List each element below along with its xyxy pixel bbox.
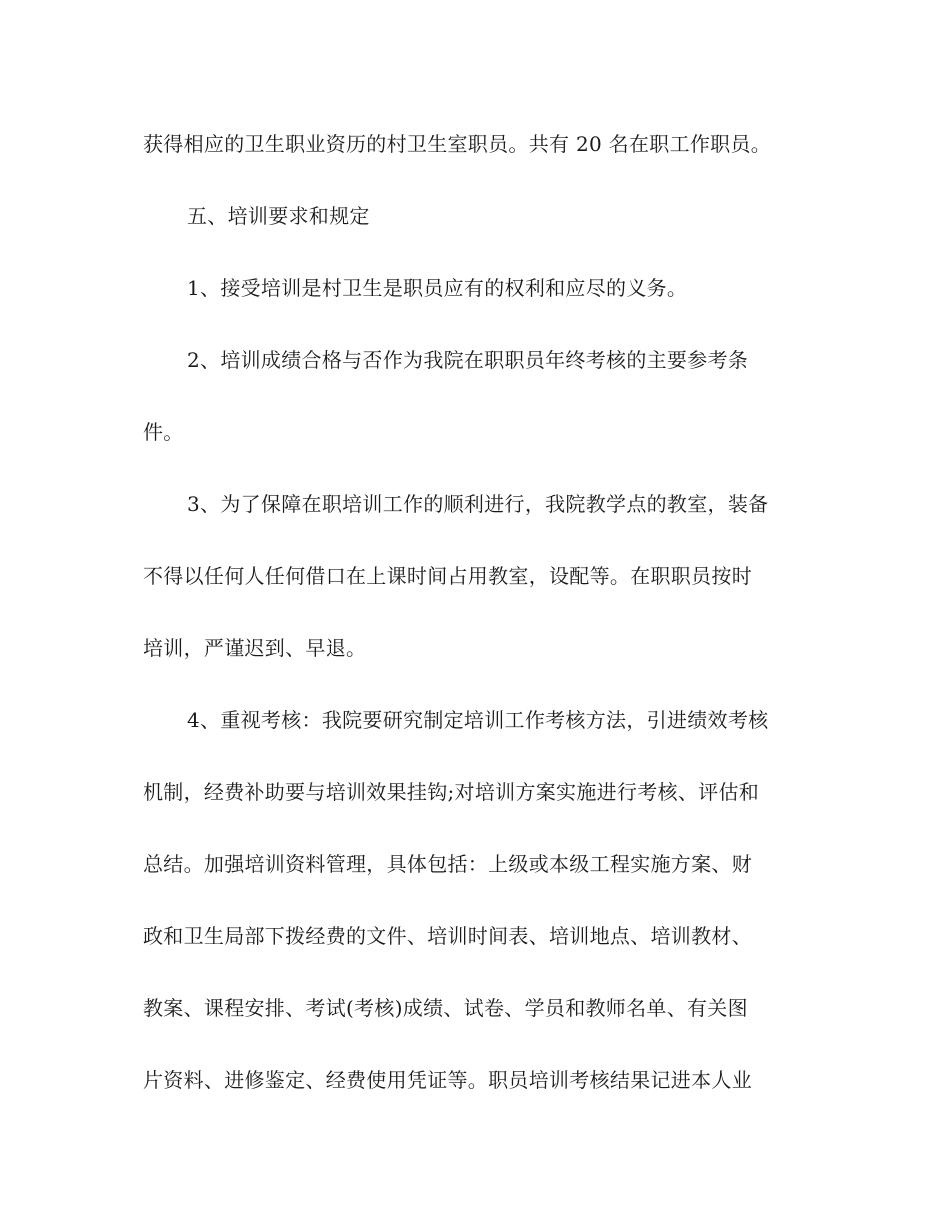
text-line: 总结。加强培训资料管理，具体包括：上级或本级工程实施方案、财: [143, 852, 752, 876]
text-line: 4、重视考核：我院要研究制定培训工作考核方法，引进绩效考核: [187, 708, 769, 732]
section-heading: 五、培训要求和规定: [187, 204, 370, 228]
text-line: 教案、课程安排、考试(考核)成绩、试卷、学员和教师名单、有关图: [143, 996, 748, 1020]
text-line: 培训，严谨迟到、早退。: [143, 636, 367, 660]
text-line: 1、接受培训是村卫生是职员应有的权利和应尽的义务。: [187, 276, 688, 300]
text-line: 3、为了保障在职培训工作的顺利进行，我院教学点的教室，装备: [187, 492, 769, 516]
text-line: 获得相应的卫生职业资历的村卫生室职员。共有 20 名在职工作职员。: [143, 132, 772, 156]
text-line: 件。: [143, 420, 184, 444]
text-line: 政和卫生局部下拨经费的文件、培训时间表、培训地点、培训教材、: [143, 924, 752, 948]
text-line: 片资料、进修鉴定、经费使用凭证等。职员培训考核结果记进本人业: [143, 1068, 752, 1092]
text-line: 机制，经费补助要与培训效果挂钩;对培训方案实施进行考核、评估和: [143, 780, 760, 804]
text-line: 不得以任何人任何借口在上课时间占用教室，设配等。在职职员按时: [143, 564, 752, 588]
text-line: 2、培训成绩合格与否作为我院在职职员年终考核的主要参考条: [187, 348, 749, 372]
